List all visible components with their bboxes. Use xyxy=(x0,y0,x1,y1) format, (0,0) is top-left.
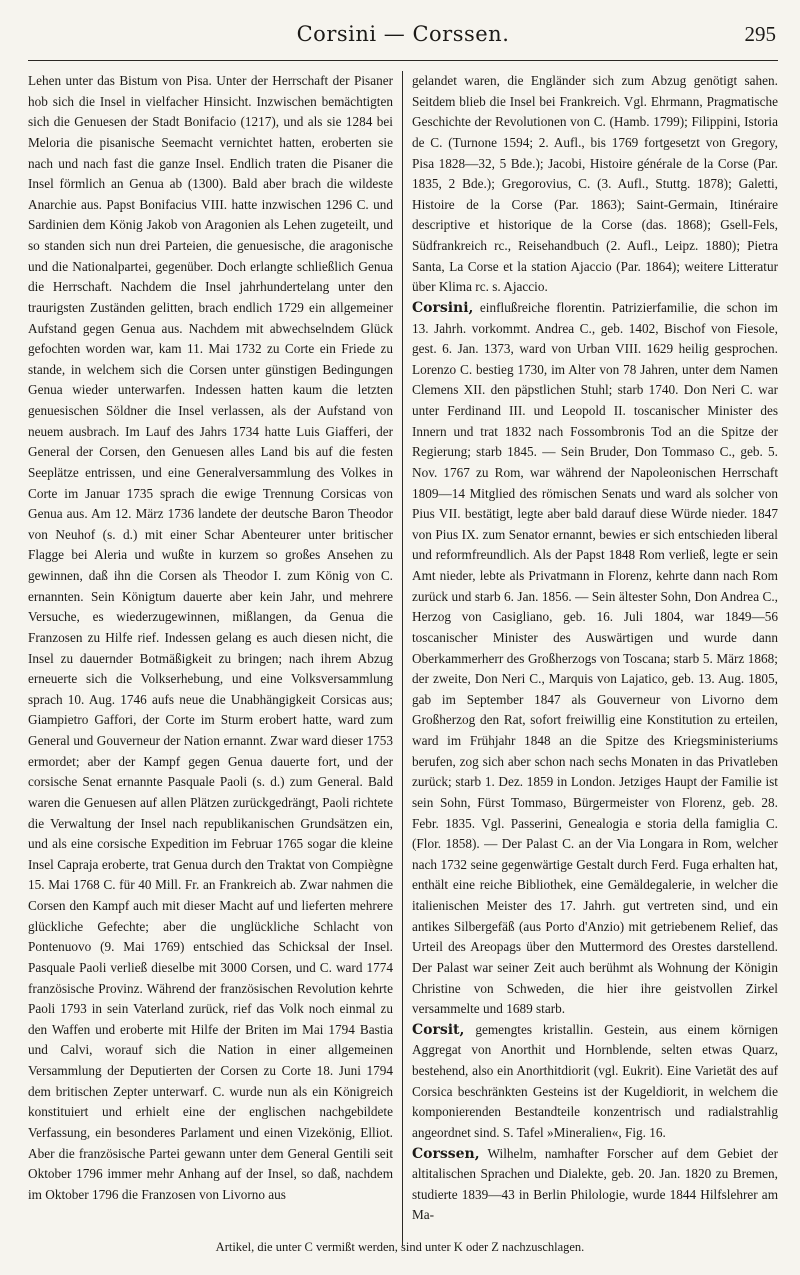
entry-corssen-text: Wilhelm, namhafter Forscher auf dem Gebiet der altitalischen Sprachen und Dialekte, geb. 20. Jan. 1820 zu Bremen, studierte 1839—43 in Berlin Philologie, wurde 1844 Hilfslehrer am Ma- xyxy=(412,1145,778,1223)
right-column xyxy=(403,71,778,1246)
entry-corsit xyxy=(412,1020,778,1144)
page-header xyxy=(28,20,778,61)
entry-corsini xyxy=(412,298,778,1020)
running-title: Corsini — Corssen. xyxy=(296,22,510,46)
headword-corssen: Corssen, xyxy=(412,1145,480,1162)
entry-corsini-text: einflußreiche florentin. Patrizierfamilie, die schon im 13. Jahrh. vorkommt. Andrea C., geb. 1402, Bischof von Fiesole, gest. 6. Jan. 1373, ward von Urban VIII. 1629 heilig gesprochen. Lorenzo C. bestieg 1730, im Alter von 78 Jahren, unter dem Namen Clemens XII. den päpstlichen Stuhl; starb 1740. Don Neri C. war unter Ferdinand III. und Leopold II. toscanischer Minister des Innern und trat 1832 nach Fossombronis Tod an die Spitze der Regierung; starb 1845. — Sein Bruder, Don Tommaso C., geb. 5. Nov. 1767 zu Rom, war während der Napoleonischen Herrschaft 1809—14 Mitglied des römischen Senats und ward als solcher von Pius VII. bestätigt, legte aber bald darauf diese Würde nieder. 1847 von Pius IX. zum Senator ernannt, bewies er sich entschieden liberal und reformfreundlich. Als der Papst 1848 Rom verließ, legte er sein Amt nieder, lebte als Privatmann in Florenz, kehrte dann nach Rom zurück und starb 6. Jan. 1856. — Sein ältester Sohn, Don Andrea C., Herzog von Casigliano, geb. 16. Juli 1804, war 1849—56 toscanischer Minister des Auswärtigen und wurde dann Oberkammerherr des Großherzogs von Toscana; starb 5. März 1868; der zweite, Don Neri C., Marquis von Lajatico, geb. 13. Aug. 1805, gab im September 1847 als Gouverneur von Livorno dem Großherzog den Rat, sofort freiwillig eine Konstitution zu erteilen, ward im Frühjahr 1848 an die Spitze des Kriegsministeriums berufen, zog sich aber schon nach sechs Monaten in das Privatleben zurück; starb 1. Dez. 1859 in London. Jetziges Haupt der Familie ist sein Sohn, Fürst Tommaso, Bürgermeister von Florenz, geb. 28. Febr. 1835. Vgl. Passerini, Genealogia e storia della famiglia C. (Flor. 1858). — Der Palast C. an der Via Longara in Rom, welcher nach 1732 seine gegenwärtige Gestalt durch Ferd. Fuga erhalten hat, enthält eine reiche Bibliothek, eine Gemäldegalerie, in welcher die italienischen Meister des 17. Jahrh. gut vertreten sind, und ein antikes Silbergefäß (aus Porto d'Anzio) mit getriebenem Relief, das Urteil des Areopags über den Muttermord des Orestes darstellend. Der Palast war seiner Zeit auch berühmt als Wohnung der Königin Christine von Schweden, die hier ihre geistvollen Zirkel versammelte und 1689 starb. xyxy=(412,299,778,1017)
page-footer-note: Artikel, die unter C vermißt werden, sind unter K oder Z nachzuschlagen. xyxy=(215,1240,585,1254)
text-columns xyxy=(28,71,778,1246)
corsica-literature-text: gelandet waren, die Engländer sich zum Abzug genötigt sahen. Seitdem blieb die Insel bei Frankreich. Vgl. Ehrmann, Pragmatische Geschichte der Revolutionen von C. (Hamb. 1799); Filippini, Istoria de C. (Turnone 1594; 2. Aufl., bis 1769 fortgesetzt von Gregory, Pisa 1828—32, 5 Bde.); Jacobi, Histoire générale de la Corse (Par. 1835, 2 Bde.); Gregorovius, C. (3. Aufl., Stuttg. 1878); Galetti, Histoire de la Corse (Par. 1863); Saint-Germain, Itinéraire descriptive et historique de la Corse (das. 1868); Gsell-Fels, Südfrankreich rc., Reisehandbuch (2. Aufl., Leipz. 1880); Pietra Santa, La Corse et la station Ajaccio (Par. 1864); weitere Litteratur über Klima rc. s. Ajaccio. xyxy=(412,73,778,295)
headword-corsini: Corsini, xyxy=(412,299,474,316)
left-column xyxy=(28,71,403,1246)
entry-corsit-text: gemengtes kristallin. Gestein, aus einem körnigen Aggregat von Anorthit und Hornblende, selten etwas Quarz, bestehend, also ein Anorthitdiorit (vgl. Eukrit). Eine Varietät des auf Corsica beschränkten Gesteins ist der Kugeldiorit, in welchem die komponierenden Bestandteile konzentrisch und radialstrahlig angeordnet sind. S. Tafel »Mineralien«, Fig. 16. xyxy=(412,1021,778,1140)
corsica-history-text: Lehen unter das Bistum von Pisa. Unter der Herrschaft der Pisaner hob sich die Insel in vielfacher Hinsicht. Inzwischen bemächtigten sich die Genuesen der Stadt Bonifacio (1217), und als sie 1284 bei Meloria die pisanische Seemacht vernichtet hatten, eroberten sie nach und nach fast die ganze Insel. Endlich traten die Pisaner die Insel förmlich an Genua ab (1300). Bald aber brach die wildeste Anarchie aus. Papst Bonifacius VIII. hatte inzwischen 1296 C. und Sardinien dem König Jakob von Aragonien als Lehen zugeteilt, und so standen sich nun drei Parteien, die genuesische, die aragonische und die Nationalpartei, gegenüber. Doch erlangte schließlich Genua die Herrschaft. Nachdem die Insel jahrhundertelang unter den traurigsten Zuständen gelitten, brach endlich 1729 ein allgemeiner Aufstand gegen Genua aus. Nachdem mit abwechselndem Glück gefochten worden war, kam 11. Mai 1732 zu Corte ein Friede zu stande, in welchem sich die Corsen unter günstigen Bedingungen Genua wieder unterwarfen. Indessen hatten kaum die letzten genuesischen Söldner die Insel verlassen, als der Aufstand von neuem ausbrach. Im Lauf des Jahrs 1734 hatte Luis Giafferi, der General der Corsen, den Genuesen alles Land bis auf die festen Seeplätze entrissen, und eine Generalversammlung des Volkes in Corte im Januar 1735 sprach die ewige Trennung Corsicas von Genua aus. Am 12. März 1736 landete der deutsche Baron Theodor von Neuhof (s. d.) mit einer Schar Abenteurer unter britischer Flagge bei Aleria und wußte in kurzem so großes Ansehen zu gewinnen, daß ihn die Corsen als Theodor I. zum König von C. ernannten. Sein Königtum dauerte aber kein Jahr, und mehrere Versuche, es wiederzugewinnen, mißlangen, da Genua die Franzosen zu Hilfe rief. Indessen gelang es auch diesen nicht, die Insel zu dauernder Botmäßigkeit zu bringen; nach ihrem Abzug erneuerte sich die Volkserhebung, und eine Volksversammlung sprach 10. Aug. 1746 aufs neue die Unabhängigkeit Corsicas aus; Giampietro Gaffori, der Corte im Sturm erobert hatte, ward zum General und Gouverneur der Nation ernannt. Zwar ward dieser 1753 ermordet; aber der Kampf gegen Genua dauerte fort, und der corsische Senat ernannte Pasquale Paoli (s. d.) zum General. Bald waren die Genuesen auf allen Plätzen zurückgedrängt, Paoli richtete die Verwaltung der Insel nach republikanischen Grundsätzen ein, und als eine corsische Expedition im Februar 1765 sogar die kleine Insel Capraja eroberte, trat Genua durch den Traktat von Compiègne 15. Mai 1768 C. für 40 Mill. Fr. an Frankreich ab. Zwar nahmen die Corsen den Kampf auch mit dieser Macht auf und lieferten mehrere glückliche Gefechte; aber die unglückliche Schlacht von Pontenuovo (9. Mai 1769) entschied das Schicksal der Insel. Pasquale Paoli verließ dieselbe mit 3000 Corsen, und C. ward 1774 französische Provinz. Während der französischen Revolution kehrte Paoli 1793 in sein Vaterland zurück, rief das Volk noch einmal zu den Waffen und eroberte mit Hilfe der Briten im Mai 1794 Bastia und Calvi, worauf sich die Nation in einer allgemeinen Versammlung der Deputierten der Corsen zu Corte 18. Juni 1794 dem britischen Zepter unterwarf. C. wurde nun als ein Königreich konstituiert und erhielt eine der englischen nachgebildete Verfassung, ein besonderes Parlament und einen Vizekönig, Elliot. Aber die französische Partei gewann unter dem General Gentili seit Oktober 1796 immer mehr Anhang auf der Insel, so daß, nachdem im Oktober 1796 die Franzosen von Livorno aus xyxy=(28,73,393,1202)
headword-corsit: Corsit, xyxy=(412,1021,465,1038)
entry-corssen xyxy=(412,1144,778,1227)
page-number: 295 xyxy=(744,22,776,46)
